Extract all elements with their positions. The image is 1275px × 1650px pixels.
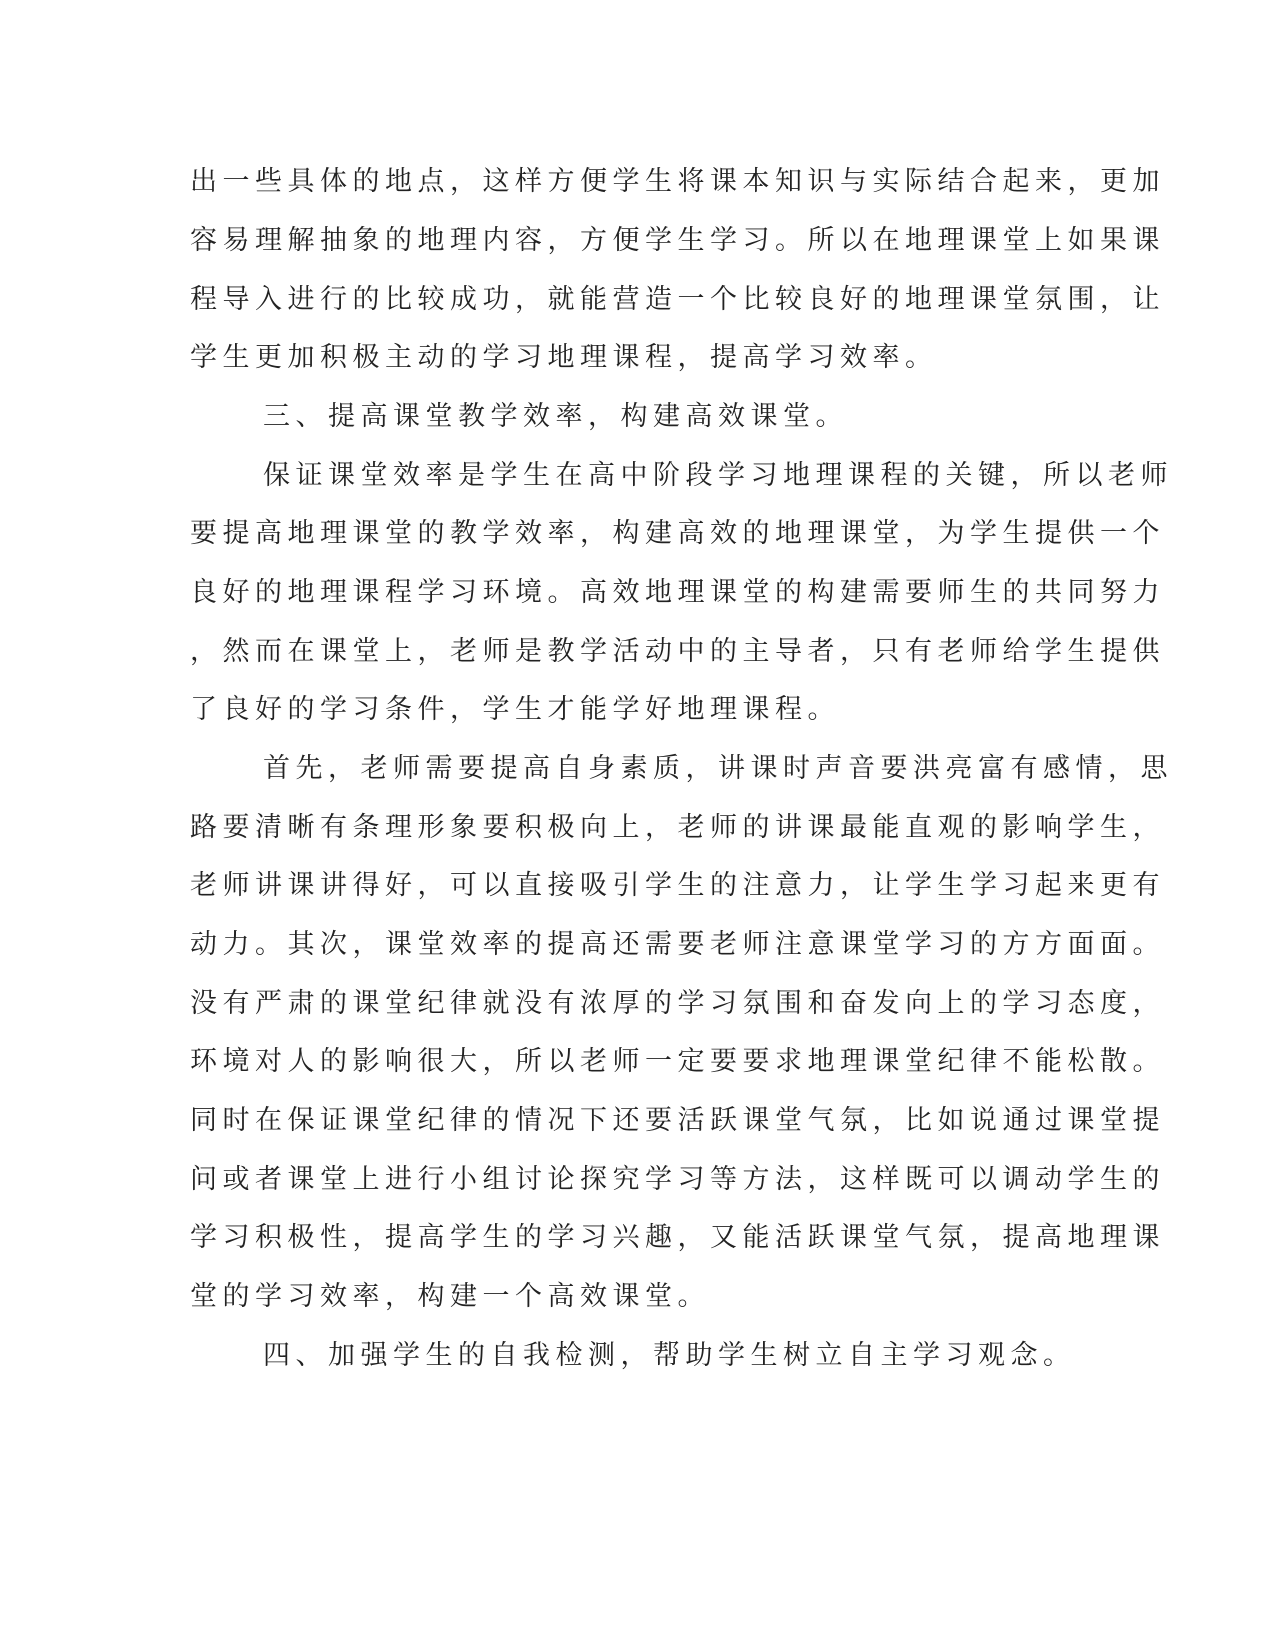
- paragraph-line: 要提高地理课堂的教学效率，构建高效的地理课堂，为学生提供一个: [190, 518, 1165, 549]
- paragraph-line: 老师讲课讲得好，可以直接吸引学生的注意力，让学生学习起来更有: [190, 870, 1165, 901]
- section-heading: 三、提高课堂教学效率，构建高效课堂。: [263, 401, 848, 432]
- paragraph-line: 动力。其次，课堂效率的提高还需要老师注意课堂学习的方方面面。: [190, 929, 1165, 960]
- paragraph-line: 容易理解抽象的地理内容，方便学生学习。所以在地理课堂上如果课: [190, 225, 1165, 256]
- paragraph-line: 程导入进行的比较成功，就能营造一个比较良好的地理课堂氛围，让: [190, 284, 1165, 315]
- paragraph-line: 没有严肃的课堂纪律就没有浓厚的学习氛围和奋发向上的学习态度，: [190, 988, 1165, 1019]
- paragraph-line: 路要清晰有条理形象要积极向上，老师的讲课最能直观的影响学生，: [190, 812, 1165, 843]
- paragraph-line: 首先，老师需要提高自身素质，讲课时声音要洪亮富有感情，思: [263, 753, 1173, 784]
- paragraph-line: 问或者课堂上进行小组讨论探究学习等方法，这样既可以调动学生的: [190, 1164, 1165, 1195]
- paragraph-line: 同时在保证课堂纪律的情况下还要活跃课堂气氛，比如说通过课堂提: [190, 1105, 1165, 1136]
- paragraph-line: 良好的地理课程学习环境。高效地理课堂的构建需要师生的共同努力: [190, 577, 1165, 608]
- section-heading: 四、加强学生的自我检测，帮助学生树立自主学习观念。: [263, 1340, 1076, 1371]
- paragraph-line: 环境对人的影响很大，所以老师一定要要求地理课堂纪律不能松散。: [190, 1046, 1165, 1077]
- paragraph-line: 了良好的学习条件，学生才能学好地理课程。: [190, 694, 840, 725]
- paragraph-line: 出一些具体的地点，这样方便学生将课本知识与实际结合起来，更加: [190, 166, 1165, 197]
- paragraph-line: 保证课堂效率是学生在高中阶段学习地理课程的关键，所以老师: [263, 460, 1173, 491]
- paragraph-line: 学习积极性，提高学生的学习兴趣，又能活跃课堂气氛，提高地理课: [190, 1222, 1165, 1253]
- paragraph-line: 堂的学习效率，构建一个高效课堂。: [190, 1281, 710, 1312]
- paragraph-line: 学生更加积极主动的学习地理课程，提高学习效率。: [190, 342, 938, 373]
- paragraph-line: ，然而在课堂上，老师是教学活动中的主导者，只有老师给学生提供: [190, 636, 1165, 667]
